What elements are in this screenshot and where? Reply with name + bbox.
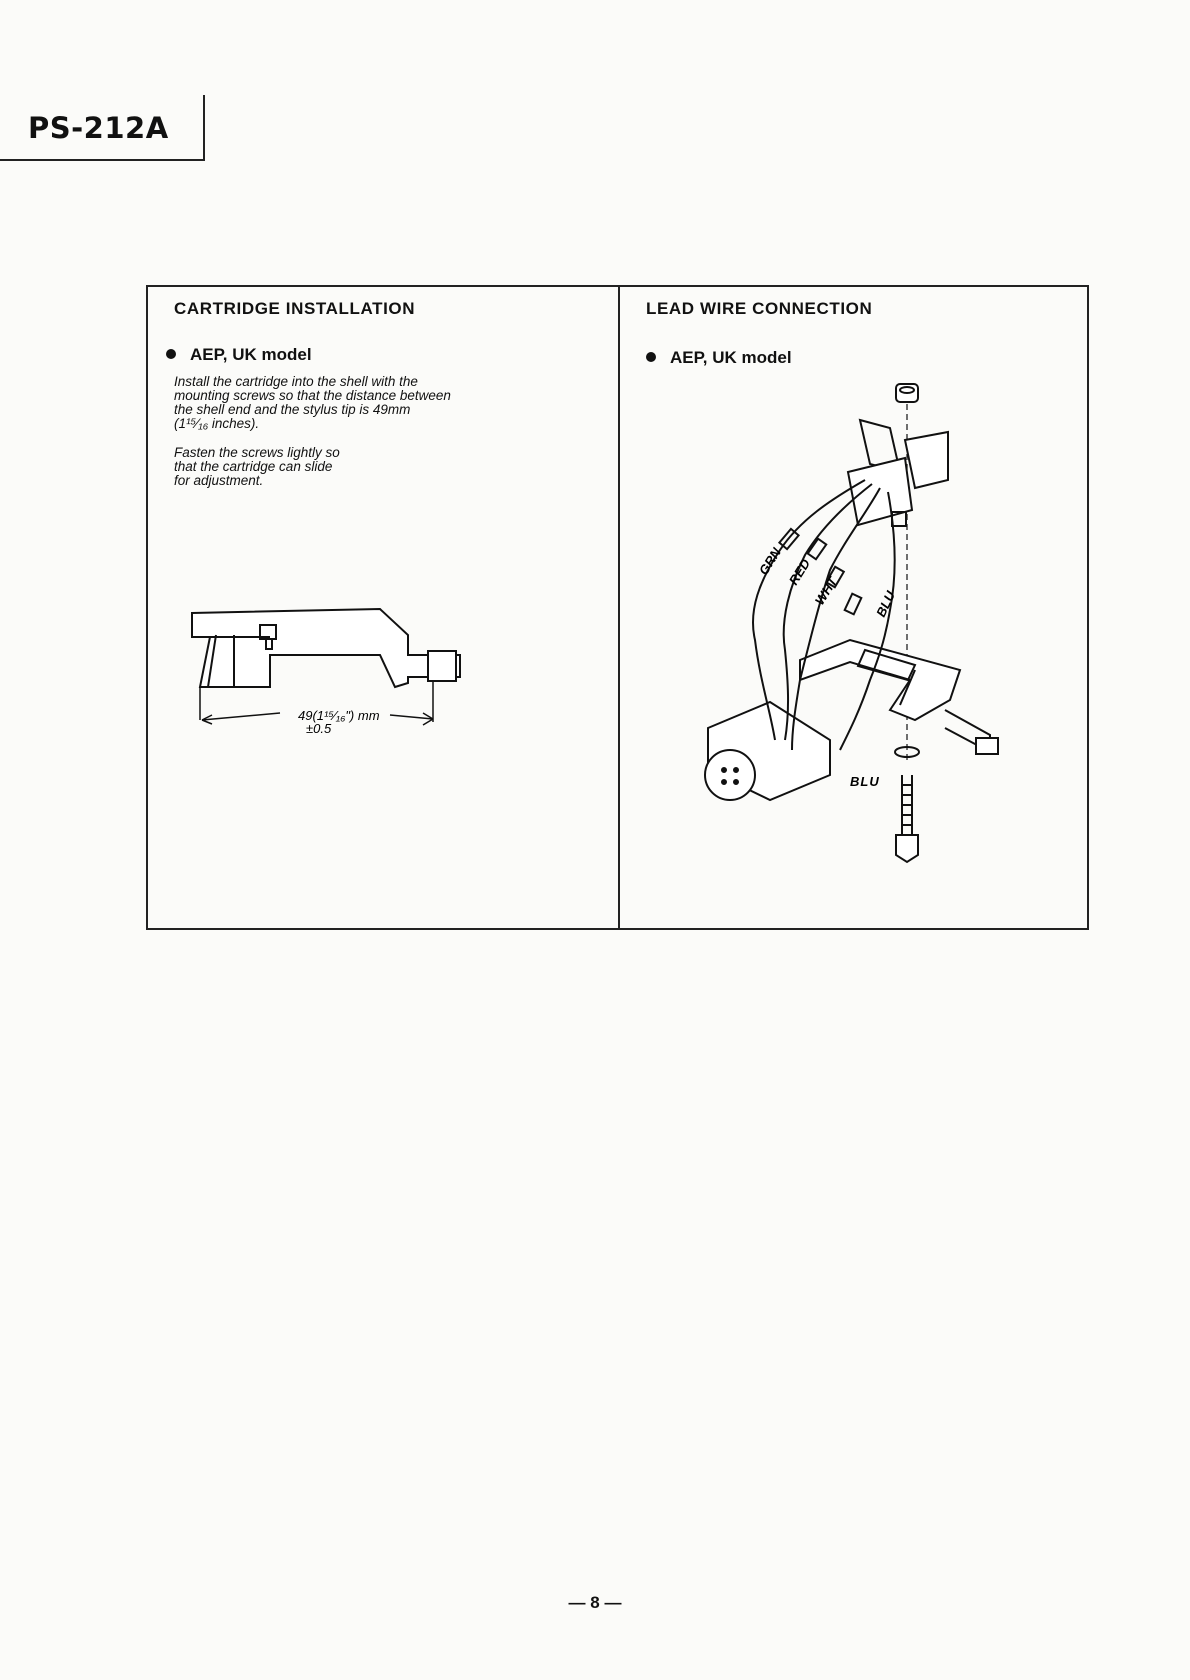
dimension-label: 49(1¹⁵⁄₁₆") mm	[298, 708, 380, 723]
model-tag	[0, 95, 205, 161]
page-number: — 8 —	[568, 1593, 622, 1612]
wire-label-blu: BLU	[873, 588, 899, 620]
lead-wire-diagram	[680, 380, 1020, 890]
cartridge-installation-title: CARTRIDGE INSTALLATION	[174, 299, 416, 318]
model-number: PS-212A	[28, 111, 169, 145]
wire-label-grn: GRN	[755, 545, 784, 578]
tolerance-label: ±0.5	[306, 721, 332, 736]
bullet-icon	[166, 349, 176, 359]
bullet-icon	[646, 352, 656, 362]
fasten-instructions: Fasten the screws lightly so that the cartridge can slide for adjustment.	[174, 445, 340, 488]
wire-label-wht: WHT	[811, 574, 841, 608]
install-instructions: Install the cartridge into the shell with the mounting screws so that the distance between the shell end and the stylus tip is 49mm (1¹⁵⁄₁₆ inches).	[174, 374, 451, 431]
bottom-blu-label: BLU	[850, 774, 880, 789]
wire-label-red: RED	[785, 556, 814, 588]
lead-wire-connection-title: LEAD WIRE CONNECTION	[646, 299, 873, 318]
cartridge-diagram	[180, 595, 470, 745]
panel-divider	[618, 285, 620, 930]
cartridge-model-note: AEP, UK model	[166, 345, 312, 365]
lead-wire-model-note: AEP, UK model	[646, 348, 792, 368]
